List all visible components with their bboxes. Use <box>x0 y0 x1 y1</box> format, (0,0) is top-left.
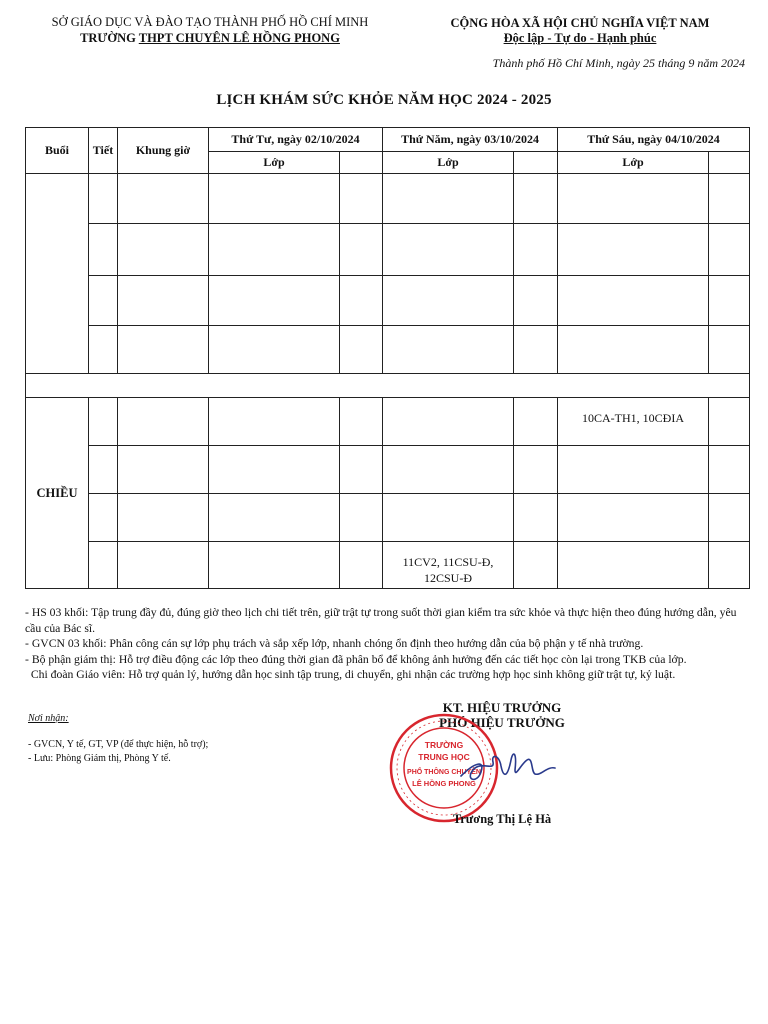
nation-name: CỘNG HÒA XÃ HỘI CHỦ NGHĨA VIỆT NAM <box>450 16 710 30</box>
fri-afternoon-period1-classes: 10CA-TH1, 10CĐIA <box>558 398 709 446</box>
handwritten-signature-icon <box>455 742 565 792</box>
table-row <box>26 326 750 374</box>
header-day-thu: Thứ Năm, ngày 03/10/2024 <box>383 128 558 152</box>
schedule-table <box>25 127 750 589</box>
header-day-wed: Thứ Tư, ngày 02/10/2024 <box>209 128 383 152</box>
document-title: LỊCH KHÁM SỨC KHỎE NĂM HỌC 2024 - 2025 <box>216 92 552 108</box>
signer-name: Trương Thị Lệ Hà <box>452 812 552 826</box>
national-header <box>410 16 750 46</box>
signer-title: PHÓ HIỆU TRƯỞNG <box>439 715 565 730</box>
table-row <box>26 276 750 326</box>
document-date: Thành phố Hồ Chí Minh, ngày 25 tháng 9 năm 2024 <box>492 56 745 70</box>
note-students: - HS 03 khối: Tập trung đầy đủ, đúng giờ theo lịch chi tiết trên, giữ trật tự trong suốt thời gian kiểm tra sức khỏe và thực hiện theo đúng hướng dẫn, yêu cầu của Bác sĩ. <box>25 606 737 635</box>
note-supervisors: - Bộ phận giám thị: Hỗ trợ điều động các lớp theo đúng thời gian đã phân bổ để không ảnh hưởng đến các tiết học còn lại trong TKB của lớp. <box>25 652 687 666</box>
stamp-line1: TRƯỜNG <box>424 740 464 750</box>
recipient-item: - Lưu: Phòng Giám thị, Phòng Y tế. <box>28 753 171 764</box>
header-class-wed: Lớp <box>209 152 340 174</box>
table-row <box>26 494 750 542</box>
table-row <box>26 398 750 446</box>
recipient-item: - GVCN, Y tế, GT, VP (để thực hiện, hỗ trợ); <box>28 739 209 750</box>
session-separator-row <box>26 374 750 398</box>
header-time: Khung giờ <box>118 128 209 174</box>
table-row <box>26 174 750 224</box>
header-session: Buổi <box>26 128 89 174</box>
recipients-list <box>28 738 208 766</box>
school-name: THPT CHUYÊN LÊ HỒNG PHONG <box>138 31 340 45</box>
note-homeroom: - GVCN 03 khối: Phân công cán sự lớp phụ trách và sắp xếp lớp, nhanh chóng ổn định theo hướng dẫn của bộ phận y tế nhà trường. <box>25 637 644 650</box>
instructions <box>25 605 753 683</box>
table-row <box>26 446 750 494</box>
header-day-fri: Thứ Sáu, ngày 04/10/2024 <box>558 128 750 152</box>
table-row <box>26 542 750 589</box>
header-class-fri: Lớp <box>558 152 709 174</box>
stamp-line2: TRUNG HỌC <box>418 752 470 762</box>
recipients-title: Nơi nhận: <box>28 713 69 724</box>
school-name-line: TRƯỜNG THPT CHUYÊN LÊ HỒNG PHONG <box>80 31 340 45</box>
header-period: Tiết <box>89 128 118 174</box>
thu-afternoon-period4-classes: 11CV2, 11CSU-Đ, 12CSU-Đ <box>383 542 514 589</box>
signer-role: KT. HIỆU TRƯỞNG <box>442 700 562 715</box>
table-row <box>26 224 750 276</box>
national-motto: Độc lập - Tự do - Hạnh phúc <box>503 31 657 45</box>
header-class-thu: Lớp <box>383 152 514 174</box>
session-afternoon: CHIỀU <box>26 398 89 589</box>
stamp-line4: LÊ HỒNG PHONG <box>412 779 476 788</box>
stamp-line3: PHỔ THÔNG CHUYÊN <box>407 769 481 776</box>
department-name: SỞ GIÁO DỤC VÀ ĐÀO TẠO THÀNH PHỐ HỒ CHÍ MINH <box>51 15 369 29</box>
note-teachers: Chi đoàn Giáo viên: Hỗ trợ quản lý, hướng dẫn học sinh tập trung, di chuyển, ghi nhận các trường hợp học sinh không giữ trật tự, kỷ luật. <box>25 668 676 681</box>
issuing-authority <box>30 14 390 46</box>
session-morning <box>26 174 89 374</box>
table-header-row <box>26 128 750 152</box>
